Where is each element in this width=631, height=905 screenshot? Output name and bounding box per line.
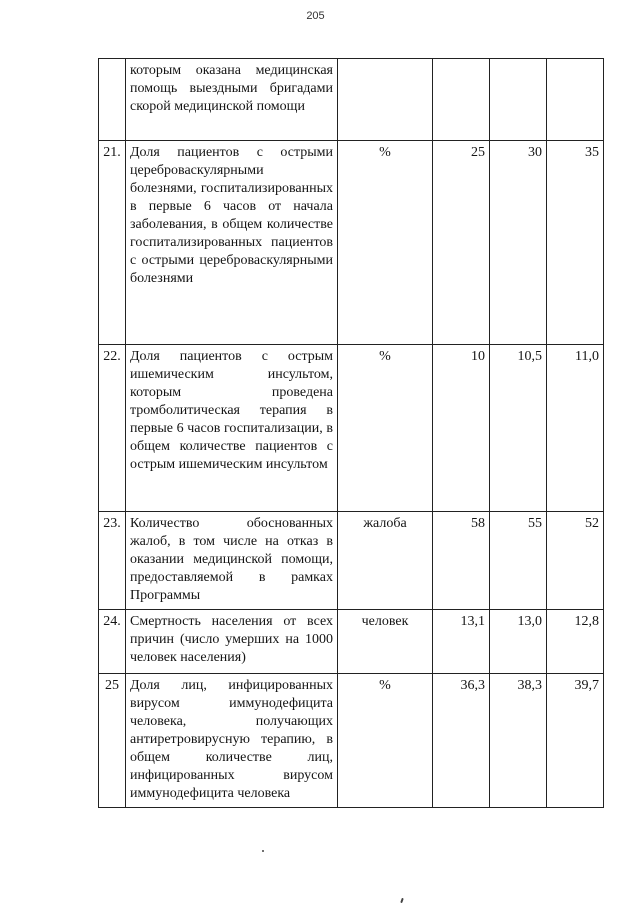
row-number: 21. [99, 141, 126, 345]
value-year-1: 36,3 [433, 674, 490, 808]
value-year-1: 58 [433, 512, 490, 610]
unit-cell: человек [338, 610, 433, 674]
value-year-3: 11,0 [547, 345, 604, 512]
page-number: 205 [306, 10, 325, 22]
unit-cell: % [338, 345, 433, 512]
indicators-table [98, 58, 604, 808]
value-year-1 [433, 59, 490, 141]
unit-cell [338, 59, 433, 141]
indicator-name: Доля пациентов с острыми цереброваскулярными болезнями, госпитализированных в первые 6 часов от начала заболевания, в общем количестве госпитализированных пациентов с острыми цереброваскулярными болезнями [126, 141, 338, 345]
value-year-3: 52 [547, 512, 604, 610]
unit-cell: % [338, 674, 433, 808]
table-row [99, 512, 604, 610]
value-year-2: 10,5 [490, 345, 547, 512]
indicator-name: Доля лиц, инфицированных вирусом иммунодефицита человека, получающих антиретровирусную терапию, в общем количестве лиц, инфицированных вирусом иммунодефицита человека [126, 674, 338, 808]
row-number: 24. [99, 610, 126, 674]
value-year-3 [547, 59, 604, 141]
value-year-2 [490, 59, 547, 141]
indicator-name: Количество обоснованных жалоб, в том числе на отказ в оказании медицинской помощи, предоставляемой в рамках Программы [126, 512, 338, 610]
value-year-2: 38,3 [490, 674, 547, 808]
value-year-1: 25 [433, 141, 490, 345]
value-year-3: 39,7 [547, 674, 604, 808]
scan-speck [262, 850, 264, 852]
row-number [99, 59, 126, 141]
value-year-1: 10 [433, 345, 490, 512]
value-year-1: 13,1 [433, 610, 490, 674]
row-number: 23. [99, 512, 126, 610]
value-year-3: 35 [547, 141, 604, 345]
table-row [99, 345, 604, 512]
value-year-2: 55 [490, 512, 547, 610]
row-number: 22. [99, 345, 126, 512]
indicator-name: Смертность населения от всех причин (число умерших на 1000 человек населения) [126, 610, 338, 674]
table-row [99, 141, 604, 345]
indicator-name: которым оказана медицинская помощь выездными бригадами скорой медицинской помощи [126, 59, 338, 141]
table-row [99, 59, 604, 141]
table-row [99, 674, 604, 808]
value-year-2: 13,0 [490, 610, 547, 674]
value-year-2: 30 [490, 141, 547, 345]
table-row [99, 610, 604, 674]
unit-cell: жалоба [338, 512, 433, 610]
unit-cell: % [338, 141, 433, 345]
value-year-3: 12,8 [547, 610, 604, 674]
indicator-name: Доля пациентов с острым ишемическим инсультом, которым проведена тромболитическая терапия в первые 6 часов госпитализации, в общем количестве пациентов с острым ишемическим инсультом [126, 345, 338, 512]
scan-speck [400, 898, 404, 903]
row-number: 25 [99, 674, 126, 808]
